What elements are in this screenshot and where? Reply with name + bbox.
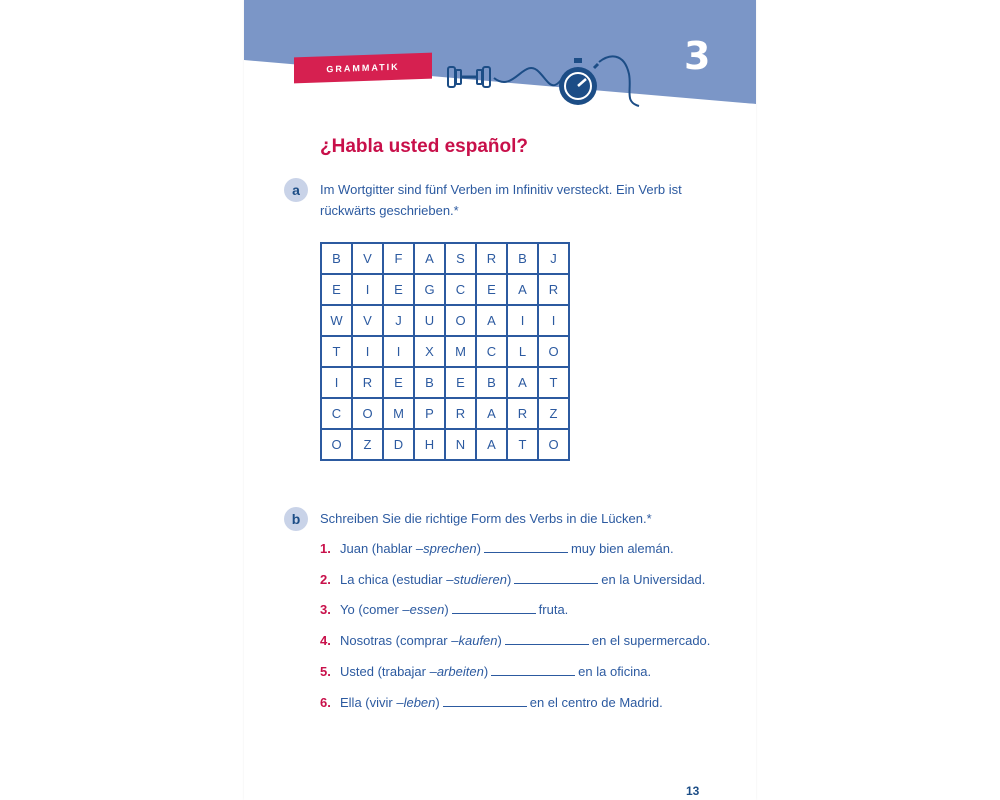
grid-cell: B xyxy=(507,243,538,274)
chapter-number: 3 xyxy=(684,34,711,78)
page-number: 13 xyxy=(686,784,700,798)
german-verb: kaufen xyxy=(458,633,498,648)
exercise-item xyxy=(320,601,568,621)
grid-cell: I xyxy=(352,336,383,367)
grid-cell: V xyxy=(352,305,383,336)
grid-cell: T xyxy=(321,336,352,367)
grid-cell: I xyxy=(352,274,383,305)
word-search-grid xyxy=(320,242,570,461)
grid-row xyxy=(321,429,569,460)
grid-cell: Z xyxy=(352,429,383,460)
grid-cell: E xyxy=(476,274,507,305)
grid-cell: A xyxy=(507,274,538,305)
grid-cell: R xyxy=(445,398,476,429)
exercise-number: 1. xyxy=(320,541,331,556)
grid-row xyxy=(321,243,569,274)
prompt-close: ) xyxy=(435,695,440,710)
grid-cell: I xyxy=(321,367,352,398)
grid-row xyxy=(321,336,569,367)
grid-cell: B xyxy=(321,243,352,274)
section-label: GRAMMATIK xyxy=(294,53,432,84)
answer-blank[interactable] xyxy=(452,601,536,614)
grid-row xyxy=(321,274,569,305)
grid-cell: B xyxy=(476,367,507,398)
answer-blank[interactable] xyxy=(484,540,568,553)
prompt-close: ) xyxy=(506,572,512,587)
grid-cell: E xyxy=(321,274,352,305)
grid-cell: R xyxy=(476,243,507,274)
exercise-item xyxy=(320,571,705,591)
grid-cell: E xyxy=(383,367,414,398)
grid-cell: D xyxy=(383,429,414,460)
grid-cell: C xyxy=(321,398,352,429)
grid-cell: I xyxy=(383,336,414,367)
grid-cell: T xyxy=(538,367,569,398)
grid-cell: X xyxy=(414,336,445,367)
exercise-prompt: Juan (hablar – xyxy=(340,541,424,556)
grid-cell: E xyxy=(383,274,414,305)
grid-cell: R xyxy=(352,367,383,398)
grid-cell: O xyxy=(538,336,569,367)
exercise-a-badge: a xyxy=(284,178,308,202)
stopwatch-icon xyxy=(556,56,600,108)
prompt-close: ) xyxy=(497,633,502,648)
grid-cell: R xyxy=(507,398,538,429)
exercise-a-instruction xyxy=(320,179,682,221)
grid-cell: A xyxy=(476,305,507,336)
prompt-close: ) xyxy=(483,664,489,679)
grid-cell: P xyxy=(414,398,445,429)
answer-blank[interactable] xyxy=(505,632,589,645)
grid-row xyxy=(321,305,569,336)
german-verb: sprechen xyxy=(423,541,477,556)
page-title: ¿Habla usted español? xyxy=(320,136,528,157)
workbook-page xyxy=(244,0,756,800)
grid-cell: U xyxy=(414,305,445,336)
exercise-prompt: Ella (vivir – xyxy=(340,695,404,710)
exercise-prompt: Yo (comer – xyxy=(340,602,410,617)
grid-cell: O xyxy=(445,305,476,336)
grid-cell: C xyxy=(445,274,476,305)
exercise-a-instruction-line1: Im Wortgitter sind fünf Verben im Infinitiv versteckt. Ein Verb ist xyxy=(320,182,682,197)
exercise-prompt: Nosotras (comprar – xyxy=(340,633,459,648)
grid-cell: O xyxy=(352,398,383,429)
grid-cell: A xyxy=(507,367,538,398)
exercise-b-badge: b xyxy=(284,507,308,531)
exercise-number: 2. xyxy=(320,572,331,587)
exercise-item xyxy=(320,540,674,560)
grid-cell: I xyxy=(538,305,569,336)
grid-cell: F xyxy=(383,243,414,274)
exercise-item xyxy=(320,663,651,683)
grid-row xyxy=(321,367,569,398)
grid-cell: L xyxy=(507,336,538,367)
exercise-b-instruction: Schreiben Sie die richtige Form des Verbs in die Lücken.* xyxy=(320,511,652,526)
grid-cell: J xyxy=(383,305,414,336)
grid-cell: I xyxy=(507,305,538,336)
exercise-prompt: Usted (trabajar – xyxy=(340,664,437,679)
grid-cell: O xyxy=(321,429,352,460)
answer-blank[interactable] xyxy=(491,663,575,676)
grid-cell: A xyxy=(414,243,445,274)
german-verb: leben xyxy=(403,695,436,710)
grid-cell: H xyxy=(414,429,445,460)
grid-row xyxy=(321,398,569,429)
grid-cell: A xyxy=(476,398,507,429)
grid-cell: W xyxy=(321,305,352,336)
grid-cell: M xyxy=(383,398,414,429)
exercise-number: 5. xyxy=(320,664,331,679)
exercise-a-instruction-line2: rückwärts geschrieben.* xyxy=(320,203,459,218)
grid-cell: G xyxy=(414,274,445,305)
prompt-close: ) xyxy=(444,602,449,617)
dumbbell-icon xyxy=(446,64,492,90)
grid-cell: E xyxy=(445,367,476,398)
grid-cell: S xyxy=(445,243,476,274)
answer-blank[interactable] xyxy=(443,694,527,707)
exercise-number: 4. xyxy=(320,633,331,648)
exercise-number: 3. xyxy=(320,602,331,617)
grid-cell: B xyxy=(414,367,445,398)
grid-cell: C xyxy=(476,336,507,367)
prompt-close: ) xyxy=(476,541,481,556)
grid-cell: M xyxy=(445,336,476,367)
grid-cell: A xyxy=(476,429,507,460)
german-verb: essen xyxy=(409,602,445,617)
sentence-ending: muy bien alemán. xyxy=(570,541,674,556)
sentence-ending: fruta. xyxy=(538,602,569,617)
sentence-ending: en la oficina. xyxy=(578,664,652,679)
answer-blank[interactable] xyxy=(514,571,598,584)
sentence-ending: en la Universidad. xyxy=(601,572,706,587)
grid-cell: J xyxy=(538,243,569,274)
german-verb: arbeiten xyxy=(436,664,484,679)
grid-cell: T xyxy=(507,429,538,460)
sentence-ending: en el centro de Madrid. xyxy=(529,695,663,710)
grid-cell: V xyxy=(352,243,383,274)
german-verb: studieren xyxy=(453,572,507,587)
grid-cell: R xyxy=(538,274,569,305)
exercise-item xyxy=(320,694,663,714)
grid-cell: O xyxy=(538,429,569,460)
exercise-prompt: La chica (estudiar – xyxy=(340,572,454,587)
sentence-ending: en el supermercado. xyxy=(591,633,711,648)
grid-cell: Z xyxy=(538,398,569,429)
exercise-item xyxy=(320,632,710,652)
exercise-number: 6. xyxy=(320,695,331,710)
grid-cell: N xyxy=(445,429,476,460)
